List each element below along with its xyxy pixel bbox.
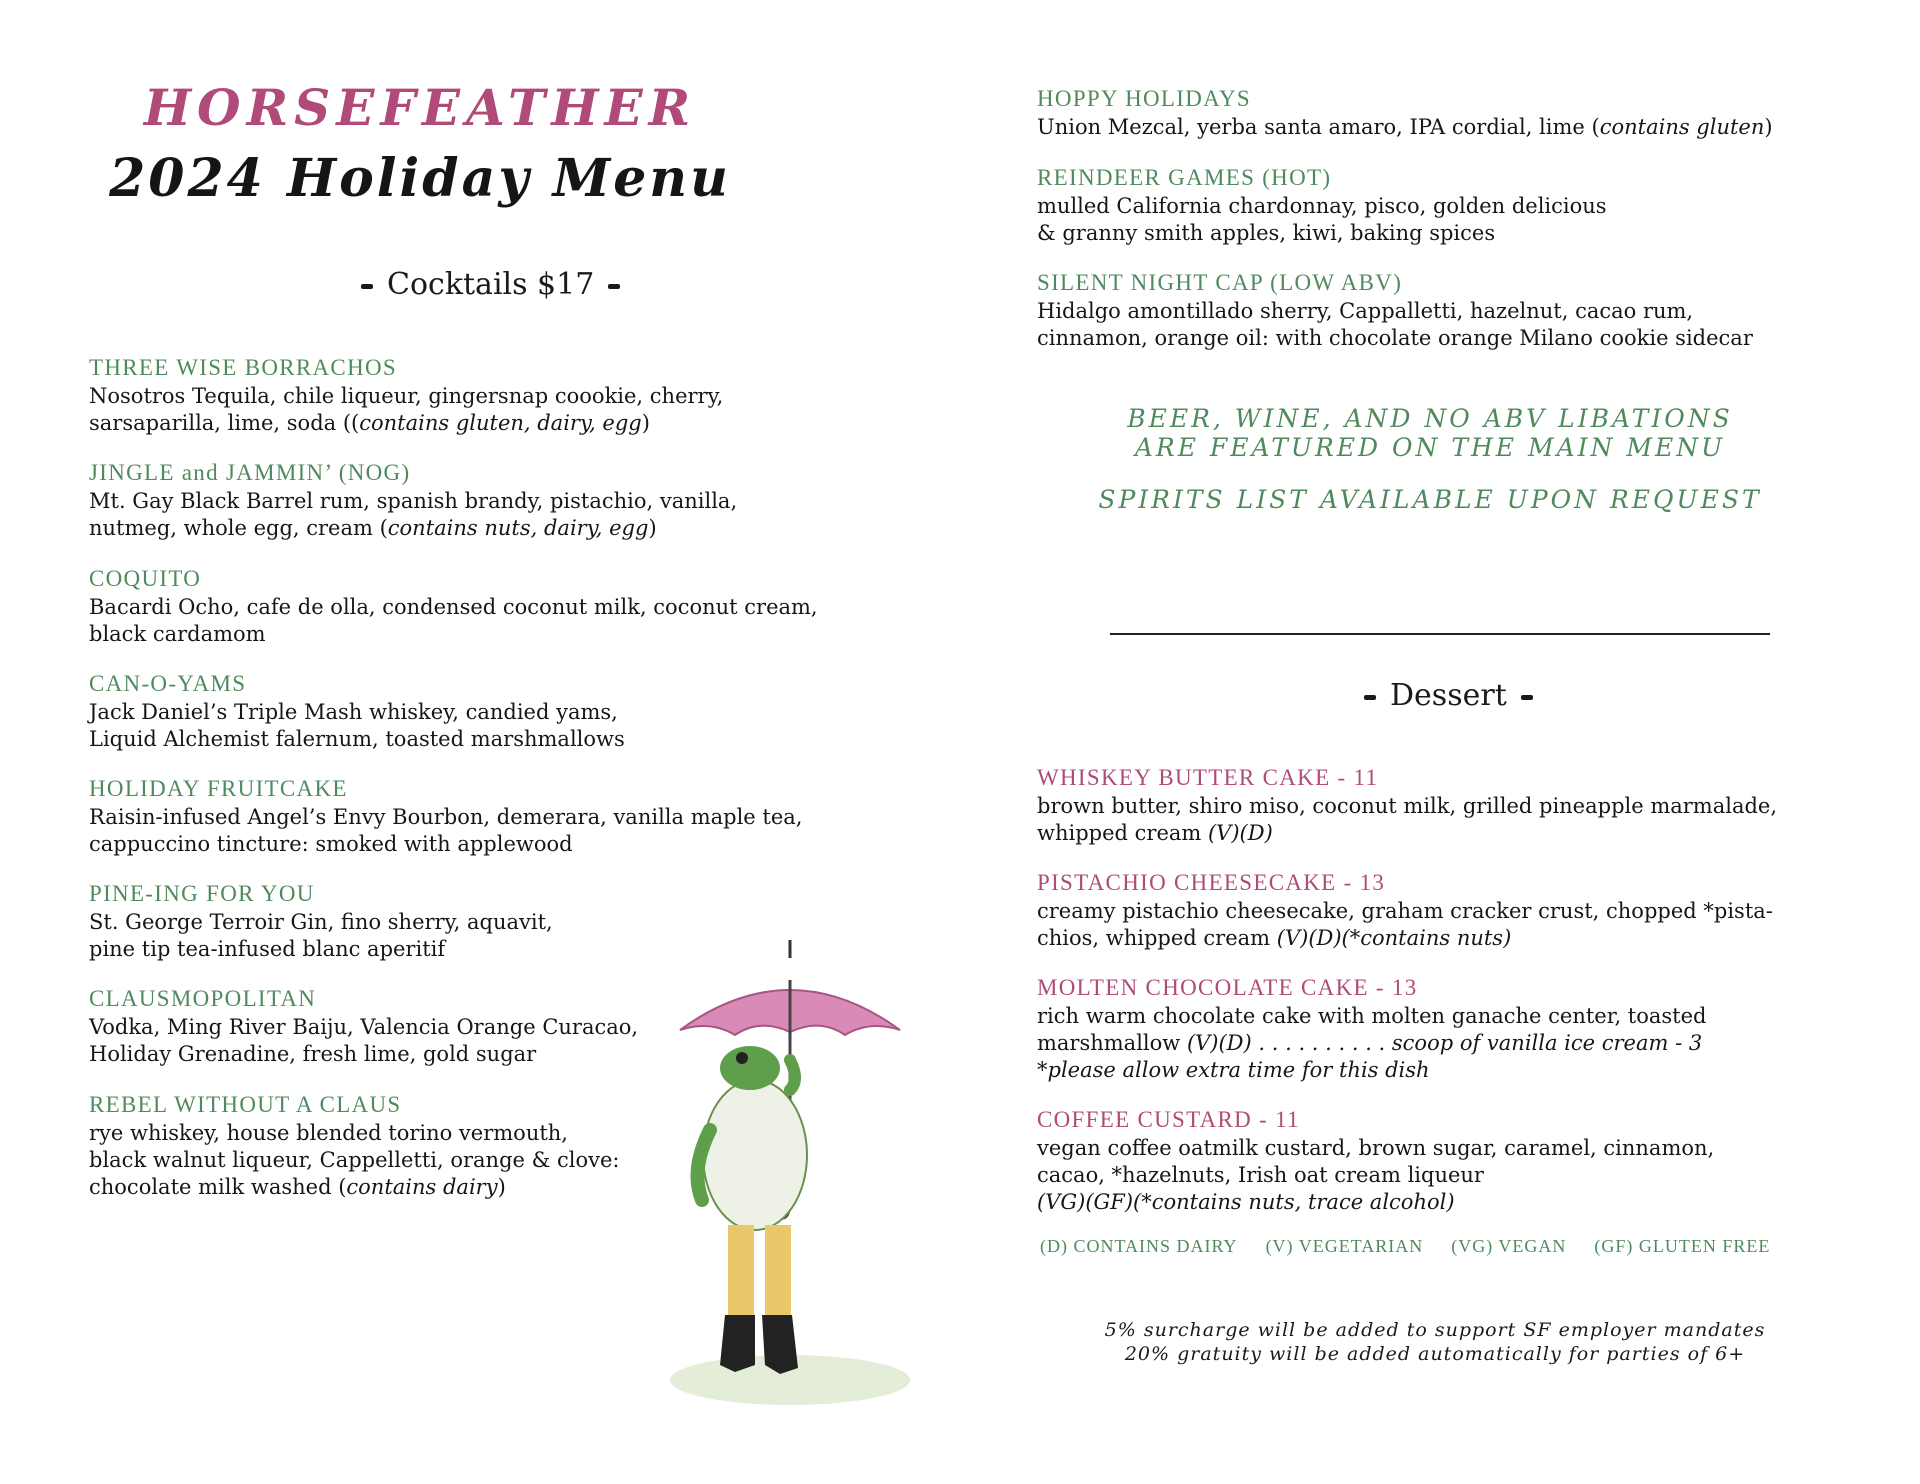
dessert-heading: [1350, 678, 1547, 713]
dessert-item: [1037, 765, 1777, 847]
heading-dash: [608, 284, 620, 289]
cocktail-item: [1037, 165, 1607, 247]
cocktail-title: HOPPY HOLIDAYS: [1037, 86, 1251, 111]
cocktail-description: Jack Daniel’s Triple Mash whiskey, candied yams, Liquid Alchemist falernum, toasted marshmallows: [89, 700, 625, 751]
menu-subtitle: 2024 Holiday Menu: [109, 148, 731, 209]
heading-dash: [1364, 695, 1376, 700]
cocktail-description: Nosotros Tequila, chile liqueur, gingersnap coookie, cherry, sarsaparilla, lime, soda ((contains gluten, dairy, egg): [89, 384, 724, 435]
legend-vegetarian: (V) VEGETARIAN: [1265, 1236, 1424, 1256]
dessert-heading-text: Dessert: [1390, 678, 1507, 713]
cocktail-description: Hidalgo amontillado sherry, Cappalletti, hazelnut, cacao rum, cinnamon, orange oil: with chocolate orange Milano cookie sidecar: [1037, 299, 1753, 350]
legend-gluten-free: (GF) GLUTEN FREE: [1594, 1236, 1771, 1256]
legend-vegan: (VG) VEGAN: [1451, 1236, 1567, 1256]
cocktail-item: [89, 671, 625, 753]
dessert-description: creamy pistachio cheesecake, graham cracker crust, chopped *pista- chios, whipped cream (V)(D)(*contains nuts): [1037, 899, 1773, 950]
cocktail-description: rye whiskey, house blended torino vermouth, black walnut liqueur, Cappelletti, orange & clove: chocolate milk washed (contains dairy): [89, 1121, 620, 1199]
cocktail-item: [89, 355, 723, 437]
notice-line: SPIRITS LIST AVAILABLE UPON REQUEST: [1098, 485, 1762, 514]
cocktail-title: REBEL WITHOUT A CLAUS: [89, 1092, 402, 1117]
cocktail-item: [89, 881, 553, 963]
notice-line: BEER, WINE, AND NO ABV LIBATIONS: [1127, 404, 1733, 433]
frog-umbrella-illustration: [640, 940, 940, 1410]
cocktails-heading-text: Cocktails $17: [387, 267, 595, 302]
dessert-item: [1037, 1107, 1714, 1216]
heading-dash: [1521, 695, 1533, 700]
dessert-title: MOLTEN CHOCOLATE CAKE - 13: [1037, 975, 1418, 1000]
legend-dairy: (D) CONTAINS DAIRY: [1040, 1236, 1238, 1256]
cocktail-title: HOLIDAY FRUITCAKE: [89, 776, 348, 801]
dessert-description: rich warm chocolate cake with molten ganache center, toasted marshmallow (V)(D) . . . . . . . . . . scoop of vanilla ice cream - 3 *please allow extra time for this dish: [1037, 1004, 1707, 1082]
cocktail-item: [89, 1092, 620, 1201]
cocktail-title: REINDEER GAMES (HOT): [1037, 165, 1332, 190]
notice-line: ARE FEATURED ON THE MAIN MENU: [1134, 433, 1726, 462]
brand-title: HORSEFEATHER: [143, 78, 697, 137]
cocktail-title: COQUITO: [89, 566, 202, 591]
cocktail-description: mulled California chardonnay, pisco, golden delicious & granny smith apples, kiwi, baking spices: [1037, 194, 1607, 245]
cocktail-item: [89, 460, 737, 542]
cocktail-title: SILENT NIGHT CAP (LOW ABV): [1037, 270, 1403, 295]
heading-dash: [361, 284, 373, 289]
cocktail-item: [1037, 270, 1753, 352]
cocktail-description: St. George Terroir Gin, fino sherry, aquavit, pine tip tea-infused blanc aperitif: [89, 910, 553, 961]
cocktail-item: [89, 986, 638, 1068]
dessert-title: WHISKEY BUTTER CAKE - 11: [1037, 765, 1379, 790]
cocktail-description: Raisin-infused Angel’s Envy Bourbon, demerara, vanilla maple tea, cappuccino tincture: smoked with applewood: [89, 805, 803, 856]
surcharge-note: 5% surcharge will be added to support SF employer mandates: [1104, 1319, 1766, 1341]
cocktail-item: [1037, 86, 1773, 141]
cocktail-item: [89, 566, 818, 648]
dessert-item: [1037, 870, 1773, 952]
gratuity-note: 20% gratuity will be added automatically for parties of 6+: [1124, 1343, 1746, 1365]
cocktail-description: Vodka, Ming River Baiju, Valencia Orange Curacao, Holiday Grenadine, fresh lime, gold sugar: [89, 1015, 639, 1066]
cocktail-title: JINGLE and JAMMIN’ (NOG): [89, 460, 411, 485]
dessert-title: PISTACHIO CHEESECAKE - 13: [1037, 870, 1386, 895]
cocktail-description: Union Mezcal, yerba santa amaro, IPA cordial, lime (contains gluten): [1037, 115, 1773, 139]
dessert-title: COFFEE CUSTARD - 11: [1037, 1107, 1300, 1132]
cocktails-heading: [347, 267, 634, 302]
dietary-legend: [1040, 1236, 1840, 1257]
cocktail-title: CLAUSMOPOLITAN: [89, 986, 317, 1011]
dessert-description: vegan coffee oatmilk custard, brown sugar, caramel, cinnamon, cacao, *hazelnuts, Irish oat cream liqueur (VG)(GF)(*contains nuts, trace alcohol): [1037, 1136, 1715, 1214]
section-divider: [1110, 633, 1770, 635]
dessert-item: [1037, 975, 1706, 1084]
cocktail-description: Bacardi Ocho, cafe de olla, condensed coconut milk, coconut cream, black cardamom: [89, 595, 818, 646]
cocktail-title: THREE WISE BORRACHOS: [89, 355, 397, 380]
footer-notes: [1060, 1318, 1810, 1366]
dessert-description: brown butter, shiro miso, coconut milk, grilled pineapple marmalade, whipped cream (V)(D): [1037, 794, 1778, 845]
cocktail-title: CAN-O-YAMS: [89, 671, 247, 696]
cocktail-item: [89, 776, 802, 858]
cocktail-description: Mt. Gay Black Barrel rum, spanish brandy, pistachio, vanilla, nutmeg, whole egg, cream (contains nuts, dairy, egg): [89, 489, 738, 540]
cocktail-title: PINE-ING FOR YOU: [89, 881, 315, 906]
